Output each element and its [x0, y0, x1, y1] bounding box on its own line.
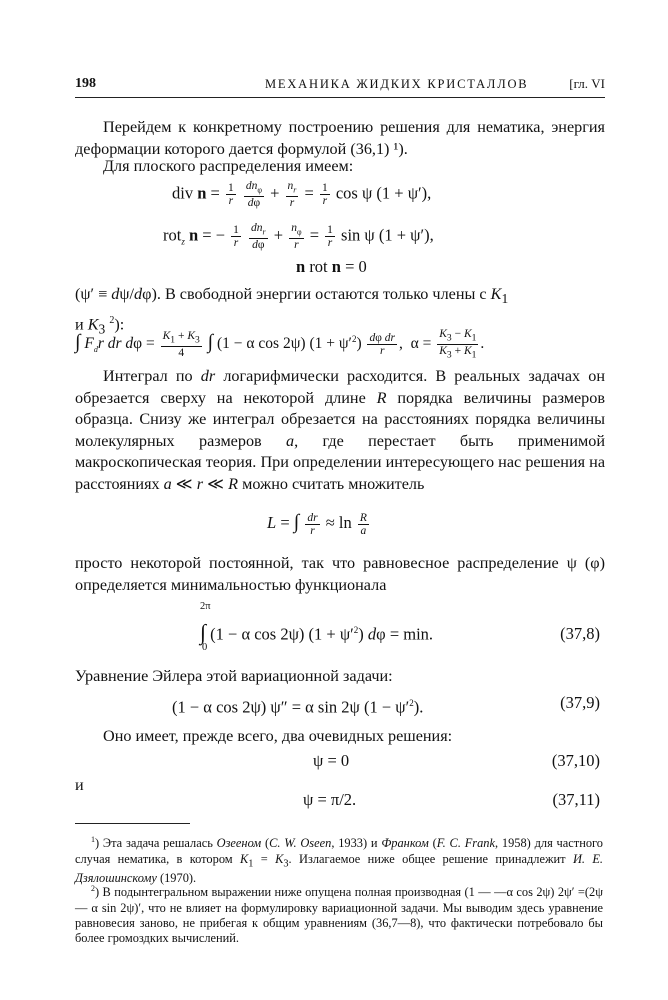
- paragraph-plane-distribution: Для плоского распределения имеем:: [103, 157, 354, 175]
- conjunction-and: и: [75, 776, 84, 794]
- integral-lower-limit: 0: [202, 642, 208, 653]
- equation-rot-n: rot$_z$ n = − $\frac{1}{r}$ $\frac{dn_r}{d\varphi}$ + $\frac{n_\varphi}{r}$ = $\frac{1}{r}$ sin ψ (1 + ψ′),: [163, 222, 434, 252]
- integral-upper-limit: 2π: [200, 601, 211, 612]
- page-header: [75, 74, 605, 96]
- header-rule: [75, 97, 605, 98]
- equation-37-11: ψ = π/2.: [303, 790, 357, 809]
- equation-free-energy: ∫ $F_dr$ dr dφ = $\frac{K_1 + K_3}{4}$ ∫ (1 − α cos 2ψ) $(1 + \psi'^2)$ $\frac{\text{dφ dr}}{r}$ , α = $\frac{K_3 - K_1}{K_3 + K_1}$ .: [75, 327, 485, 361]
- footnote-2: $^2$) В подынтегральном выражении ниже опущена полная производная (1 — —α cos 2ψ) 2ψ′ =(2ψ — α sin 2ψ)′, что не влияет на формулировку вариационной задачи. Мы выводим здесь уравнение равновесия заново, не прибегая к общим уравнениям (36,7—8), что фактически потребовало бы более громоздких вычислений.: [75, 884, 603, 946]
- equation-37-9: (1 − α cos 2ψ) ψ″ = α sin 2ψ $(1 - \psi'^2)$.: [172, 697, 424, 717]
- equation-37-8: ∫ (1 − α cos 2ψ) $(1 + \psi'^2)$ dφ = min.: [200, 619, 434, 645]
- chapter-label: [гл. VI: [569, 76, 605, 91]
- paragraph-intro: Перейдем к конкретному построению решения для нематика, энергия деформации которого дается формулой (36,1) ¹).: [75, 118, 605, 158]
- paragraph-constant: просто некоторой постоянной, так что равновесное распределение ψ (φ) определяется минимальностью функционала: [75, 554, 605, 594]
- equation-n-rot-n: n rot n = 0: [296, 257, 367, 276]
- paragraph-free-energy: (ψ′ ≡ dψ/dφ). В свободной энергии остаются только члены с $K_1$ и $K_3$ $^2$):: [75, 285, 509, 337]
- equation-L: L = ∫ $\frac{dr}{r}$ ≈ ln $\frac{R}{a}$: [267, 511, 367, 537]
- page-number: 198: [75, 76, 96, 91]
- equation-number-37-9: (37,9): [560, 693, 600, 712]
- paragraph-solutions: Оно имеет, прежде всего, два очевидных решения:: [103, 727, 453, 745]
- paragraph-euler: Уравнение Эйлера этой вариационной задачи:: [75, 667, 393, 685]
- paragraph-integral-dr: Интеграл по dr логарифмически расходится. В реальных задачах он обрезается сверху на некоторой длине R порядка величины размеров образца. Снизу же интеграл обрезается на расстояниях порядка величины молекулярных размеров a, где перестает быть применимой макроскопическая теория. При определении интересующего нас решения на расстояниях a ≪ r ≪ R можно считать множитель: [75, 367, 605, 493]
- equation-number-37-11: (37,11): [552, 790, 600, 809]
- running-title: МЕХАНИКА ЖИДКИХ КРИСТАЛЛОВ: [265, 77, 529, 91]
- footnote-1: $^1$) Эта задача решалась Озееном (C. W. Oseen, 1933) и Франком (F. C. Frank, 1958) для частного случая нематика, в котором $K_1 = K_3$. Излагаемое ниже общее решение принадлежит И. Е. Дзялошинскому (1970).: [75, 835, 604, 886]
- equation-37-10: ψ = 0: [313, 751, 350, 770]
- equation-number-37-10: (37,10): [551, 751, 600, 770]
- equation-number-37-8: (37,8): [560, 624, 600, 643]
- equation-div-n: div n = $\frac{1}{r}$ $\frac{dn_\varphi}{d\varphi}$ + $\frac{n_r}{r}$ = $\frac{1}{r}$ cos ψ (1 + ψ′),: [172, 180, 432, 210]
- footnote-rule: [75, 823, 190, 824]
